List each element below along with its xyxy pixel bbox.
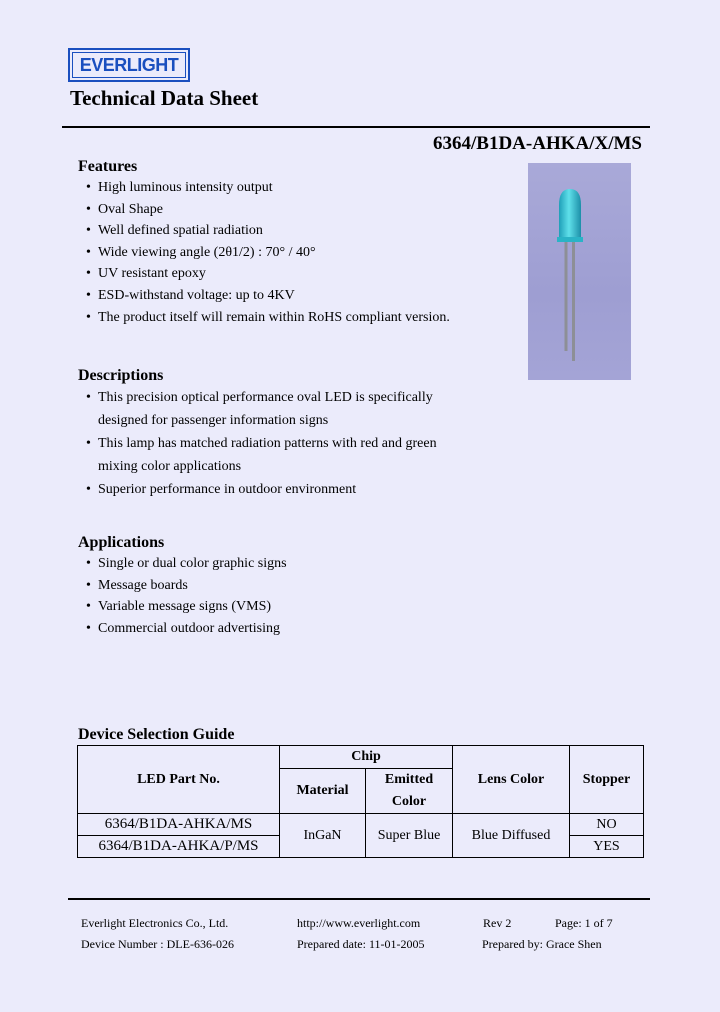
header-material: Material [280, 769, 366, 814]
part-number-title: 6364/B1DA-AHKA/X/MS [433, 133, 642, 154]
list-item: • Single or dual color graphic signs [78, 554, 518, 576]
cell-lens-color: Blue Diffused [453, 814, 570, 858]
descriptions-list [78, 386, 453, 501]
list-item: • Commercial outdoor advertising [78, 619, 518, 641]
led-image [528, 163, 631, 380]
cell-stopper: YES [570, 836, 644, 858]
footer-prepared-date: Prepared date: 11-01-2005 [297, 937, 425, 951]
table-row [78, 814, 644, 836]
cell-emitted-color: Super Blue [366, 814, 453, 858]
header-lens-color: Lens Color [453, 746, 570, 814]
header-led-part: LED Part No. [78, 746, 280, 814]
applications-heading: Applications [78, 534, 165, 551]
list-item: • Message boards [78, 576, 518, 598]
cell-material: InGaN [280, 814, 366, 858]
features-list [78, 178, 518, 329]
everlight-logo [68, 48, 190, 82]
document-title: Technical Data Sheet [70, 86, 259, 110]
selection-guide-heading: Device Selection Guide [78, 726, 235, 743]
footer-divider [68, 898, 650, 900]
selection-guide-table [77, 745, 644, 858]
header-stopper: Stopper [570, 746, 644, 814]
footer-url[interactable]: http://www.everlight.com [297, 916, 421, 930]
led-product-photo [528, 163, 631, 380]
footer-page: Page: 1 of 7 [555, 916, 613, 930]
footer-device-number: Device Number : DLE-636-026 [81, 937, 234, 951]
selection-guide-table-wrap [77, 745, 644, 858]
footer-revision: Rev 2 [483, 916, 512, 930]
list-item: • The product itself will remain within RoHS compliant version. [78, 308, 518, 330]
list-item: • Superior performance in outdoor environment [78, 478, 453, 501]
descriptions-heading: Descriptions [78, 367, 164, 384]
list-item: • Oval Shape [78, 200, 518, 222]
cell-part: 6364/B1DA-AHKA/P/MS [78, 836, 280, 858]
list-item: • Variable message signs (VMS) [78, 597, 518, 619]
cell-stopper: NO [570, 814, 644, 836]
header-divider [62, 126, 650, 128]
list-item: • High luminous intensity output [78, 178, 518, 200]
footer-company: Everlight Electronics Co., Ltd. [81, 916, 229, 930]
logo-text: EVERLIGHT [72, 52, 186, 78]
cell-part: 6364/B1DA-AHKA/MS [78, 814, 280, 836]
list-item: • ESD-withstand voltage: up to 4KV [78, 286, 518, 308]
list-item: • UV resistant epoxy [78, 264, 518, 286]
features-heading: Features [78, 158, 138, 175]
list-item: • Well defined spatial radiation [78, 221, 518, 243]
applications-list [78, 554, 518, 640]
list-item: • This precision optical performance oval LED is specifically designed for passenger information signs [78, 386, 453, 432]
list-item: • Wide viewing angle (2θ1/2) : 70° / 40° [78, 243, 518, 265]
header-chip: Chip [280, 746, 453, 769]
footer-prepared-by: Prepared by: Grace Shen [482, 937, 602, 951]
list-item: • This lamp has matched radiation patterns with red and green mixing color applications [78, 432, 453, 478]
header-emitted-color: Emitted Color [366, 769, 453, 814]
